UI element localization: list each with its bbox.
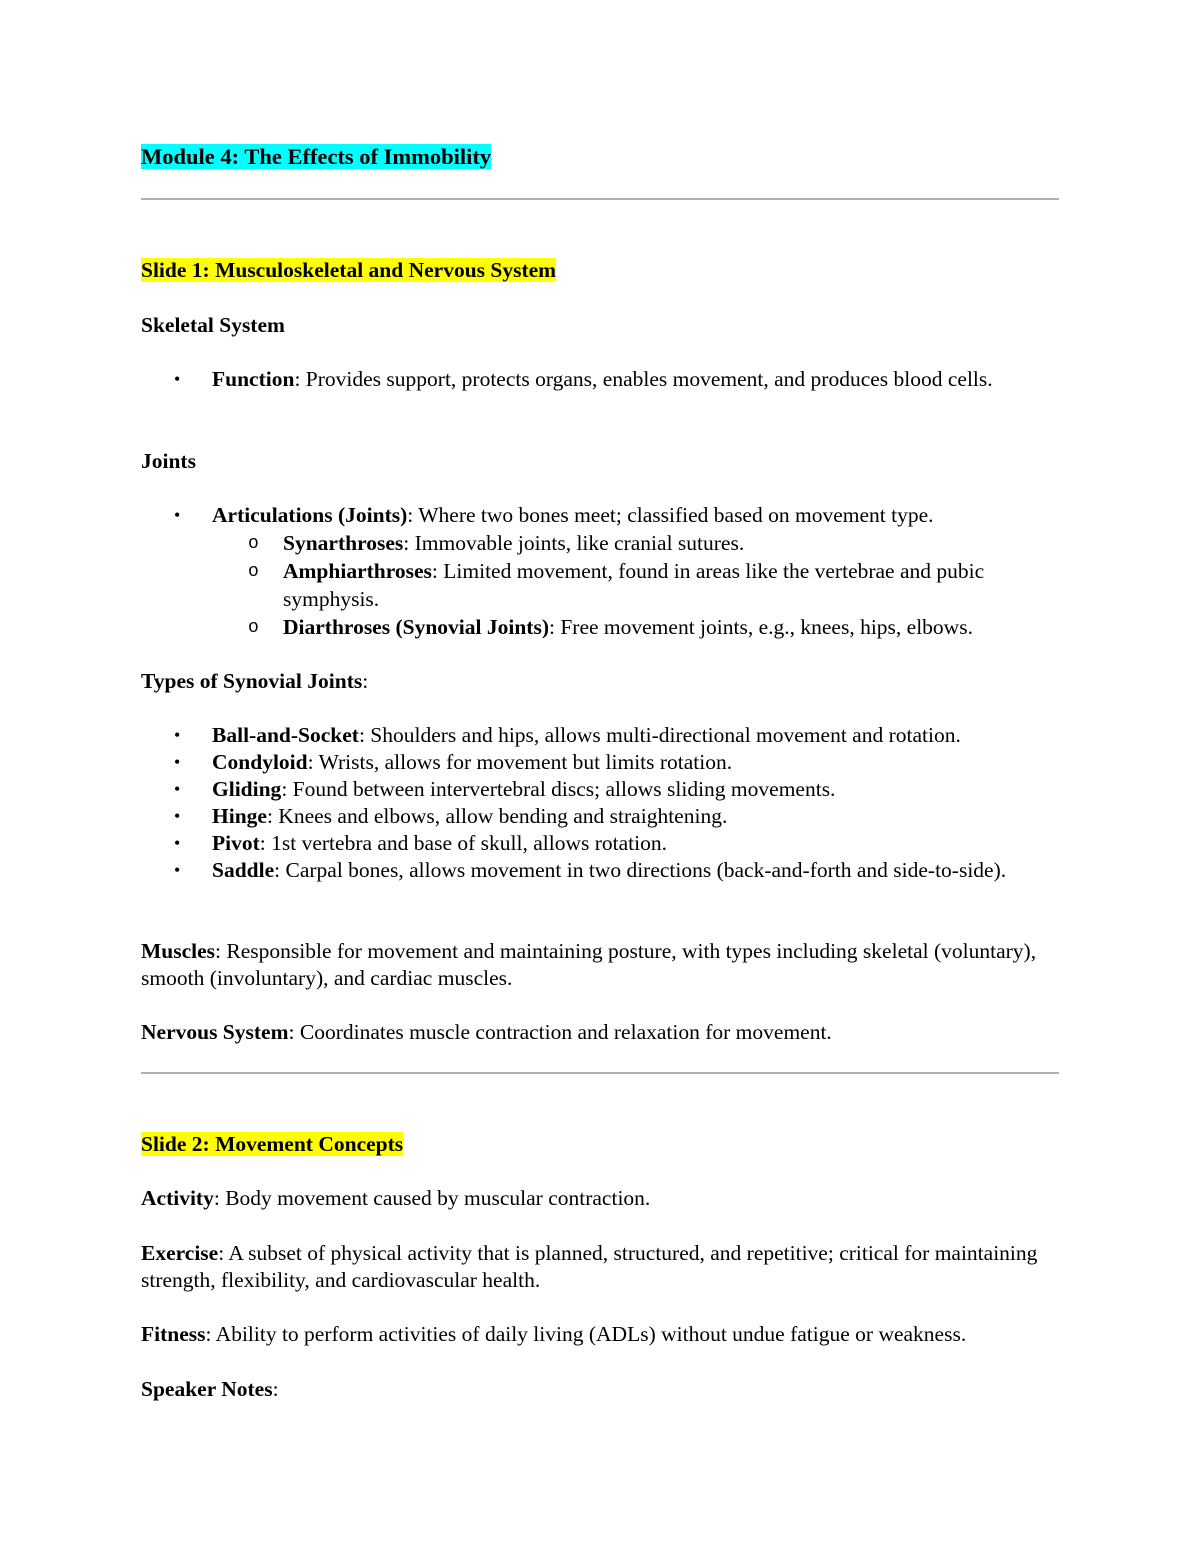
synovial-types-heading: Types of Synovial Joints: xyxy=(141,669,369,693)
list-item: o Diarthroses (Synovial Joints): Free movement joints, e.g., knees, hips, elbows. xyxy=(212,613,1059,641)
joint-types-sublist xyxy=(212,529,1059,641)
bullet-icon: • xyxy=(174,806,181,826)
bullet-icon: • xyxy=(174,505,181,525)
circle-bullet-icon: o xyxy=(248,562,259,582)
slide2-heading: Slide 2: Movement Concepts xyxy=(141,1132,404,1156)
activity-paragraph: Activity: Body movement caused by muscular contraction. xyxy=(141,1186,651,1210)
circle-bullet-icon: o xyxy=(248,534,259,554)
circle-bullet-icon: o xyxy=(248,618,259,638)
fitness-paragraph: Fitness: Ability to perform activities of daily living (ADLs) without undue fatigue or weakness. xyxy=(141,1322,967,1346)
synovial-types-list xyxy=(141,722,1059,884)
skeletal-list xyxy=(141,366,1059,393)
slide1-heading: Slide 1: Musculoskeletal and Nervous System xyxy=(141,258,557,282)
bullet-icon: • xyxy=(174,779,181,799)
list-item: o Synarthroses: Immovable joints, like cranial sutures. xyxy=(212,529,1059,557)
joints-heading: Joints xyxy=(141,449,196,473)
section-divider xyxy=(141,198,1059,200)
speaker-notes-paragraph: Speaker Notes: xyxy=(141,1377,279,1401)
list-item: • Articulations (Joints): Where two bones meet; classified based on movement type. o Synarthroses: Immovable joints, like cranial sutures. o Amphiarthroses: Limited movement, found in areas like the vertebrae and pubic symphysis. o Diarthroses (Synovial Joints): Free movement joints, e.g., knees, hips, elbows. xyxy=(141,502,1059,641)
list-item: • Hinge: Knees and elbows, allow bending and straightening. xyxy=(174,804,728,828)
title-highlight: Module 4: The Effects of Immobility xyxy=(141,144,492,169)
bullet-icon: • xyxy=(174,369,181,389)
exercise-paragraph: Exercise: A subset of physical activity that is planned, structured, and repetitive; critical for maintaining strength, flexibility, and cardiovascular health. xyxy=(141,1241,1038,1292)
list-item: • Function: Provides support, protects organs, enables movement, and produces blood cells. xyxy=(174,367,993,391)
list-item: • Gliding: Found between intervertebral discs; allows sliding movements. xyxy=(174,777,836,801)
nervous-system-paragraph: Nervous System: Coordinates muscle contraction and relaxation for movement. xyxy=(141,1020,832,1044)
list-item: • Saddle: Carpal bones, allows movement in two directions (back-and-forth and side-to-side). xyxy=(174,858,1007,882)
list-item: • Ball-and-Socket: Shoulders and hips, allows multi-directional movement and rotation. xyxy=(174,723,961,747)
skeletal-system-heading: Skeletal System xyxy=(141,313,285,337)
bullet-icon: • xyxy=(174,860,181,880)
list-item: o Amphiarthroses: Limited movement, found in areas like the vertebrae and pubic symphysis. xyxy=(248,559,985,611)
joints-list xyxy=(141,502,1059,641)
bullet-icon: • xyxy=(174,725,181,745)
bullet-icon: • xyxy=(174,833,181,853)
list-item: • Condyloid: Wrists, allows for movement but limits rotation. xyxy=(174,750,733,774)
page-title xyxy=(141,142,491,172)
muscles-paragraph: Muscles: Responsible for movement and maintaining posture, with types including skeletal (voluntary), smooth (involuntary), and cardiac muscles. xyxy=(141,939,1037,990)
section-divider xyxy=(141,1072,1059,1074)
list-item: • Pivot: 1st vertebra and base of skull, allows rotation. xyxy=(174,831,667,855)
bullet-icon: • xyxy=(174,752,181,772)
